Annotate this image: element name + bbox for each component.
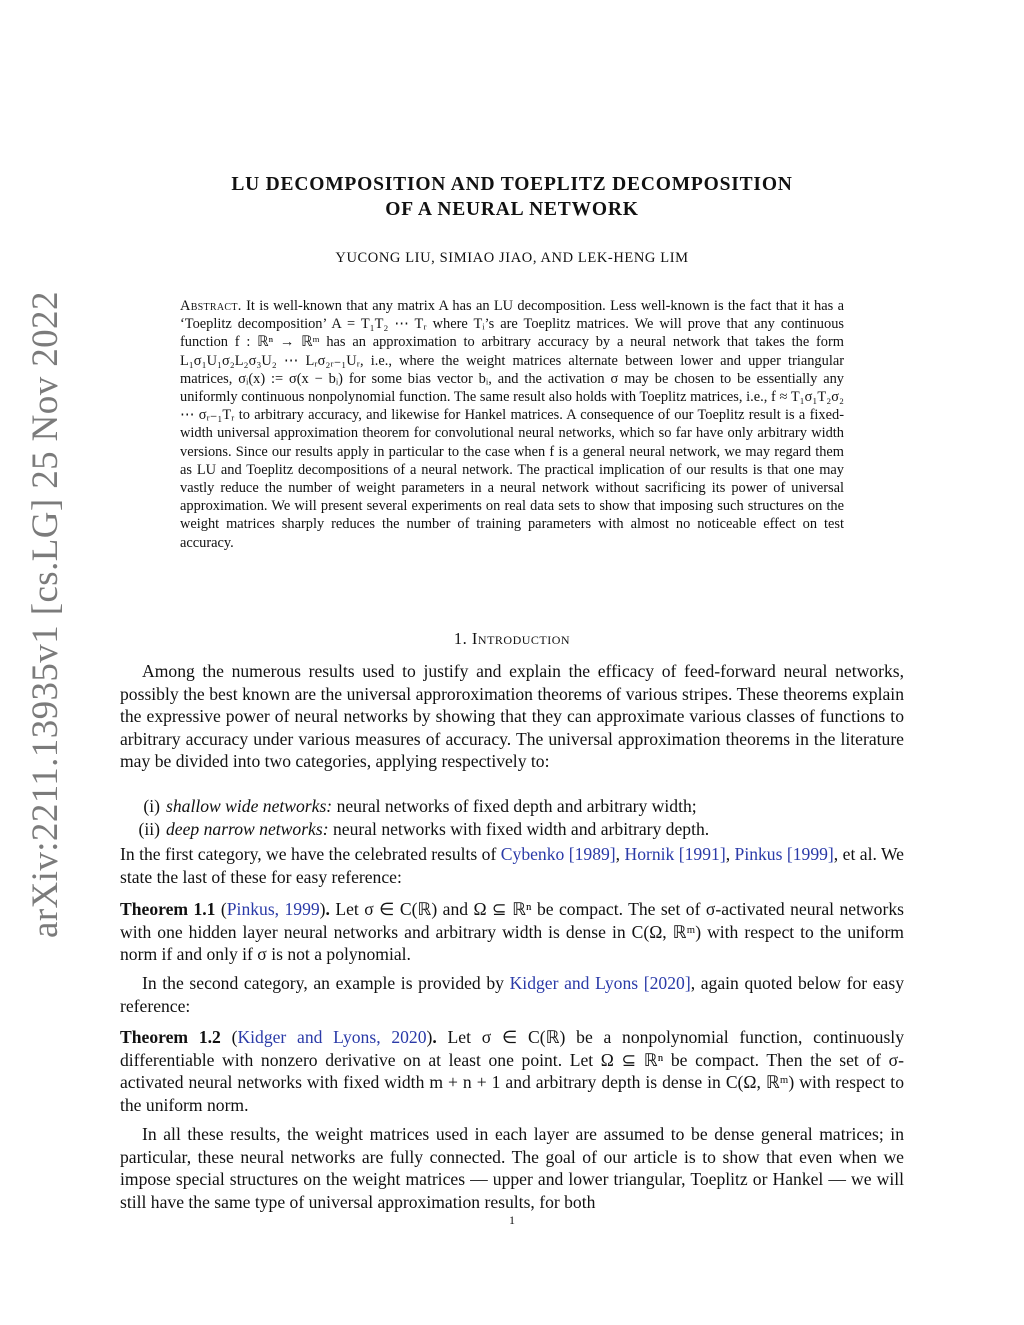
citation-link[interactable]: Pinkus xyxy=(734,844,783,864)
title-line-1: LU DECOMPOSITION AND TOEPLITZ DECOMPOSITION xyxy=(231,174,793,195)
citation-year-link[interactable]: [1989] xyxy=(568,844,616,864)
list-item xyxy=(120,818,904,841)
theorem-1-1: Theorem 1.1 (Pinkus, 1999). Let σ ∈ C(ℝ) and Ω ⊆ ℝⁿ be compact. The set of σ-activated neural networks with one hidden layer neural networks and arbitrary width is dense in C(Ω, ℝᵐ) with respect to the uniform norm if and only if σ is not a polynomial. xyxy=(120,899,904,964)
citation-link[interactable]: Hornik xyxy=(624,844,675,864)
intro-paragraph-2: In the first category, we have the celebrated results of Cybenko [1989], Hornik [1991], Pinkus [1999], et al. We state the last of these for easy reference: xyxy=(120,844,904,887)
citation-year-link[interactable]: [1991] xyxy=(678,844,726,864)
arxiv-identifier[interactable]: arXiv:2211.13935v1 [cs.LG] 25 Nov 2022 xyxy=(25,291,66,938)
citation-link[interactable]: Pinkus, 1999 xyxy=(226,899,320,919)
intro-paragraph-1: Among the numerous results used to justify and explain the efficacy of feed-forward neural networks, possibly the best known are the universal approroximation theorems of various stripes. These theorems explain the expressive power of neural networks by showing that they can approximate various classes of functions to arbitrary accuracy under various measures of accuracy. The universal approximation theorems in the literature may be divided into two categories, applying respectively to: xyxy=(120,661,904,771)
list-item-term: shallow wide networks: xyxy=(166,796,333,816)
theorem-heading: Theorem 1.1 xyxy=(120,899,216,919)
citation-year-link[interactable]: [2020] xyxy=(643,973,691,993)
section-heading xyxy=(120,629,904,649)
section-title: Introduction xyxy=(471,629,571,648)
author-list: YUCONG LIU, SIMIAO JIAO, AND LEK-HENG LIM xyxy=(335,250,689,266)
theorem-1-2: Theorem 1.2 (Kidger and Lyons, 2020). Let σ ∈ C(ℝ) be a nonpolynomial function, continuously differentiable with nonzero derivative on at least one point. Let Ω ⊆ ℝⁿ be compact. Then the set of σ-activated neural networks with fixed width m + n + 1 and arbitrary depth is dense in C(Ω, ℝᵐ) with respect to the uniform norm. xyxy=(120,1027,904,1115)
theorem-text: Let σ ∈ C(ℝ) and Ω ⊆ ℝⁿ be compact. The set of σ-activated neural networks with one hidden layer neural networks and arbitrary width is dense in C(Ω, ℝᵐ) with respect to the uniform norm if and only if σ is not a polynomial. xyxy=(120,899,904,964)
theorem-text: Let σ ∈ C(ℝ) be a nonpolynomial function, continuously differentiable with nonzero derivative on at least one point. Let Ω ⊆ ℝⁿ be compact. Then the set of σ-activated neural networks with fixed width m + n + 1 and arbitrary depth is dense in C(Ω, ℝᵐ) with respect to the uniform norm. xyxy=(120,1027,904,1115)
title-line-2: OF A NEURAL NETWORK xyxy=(385,199,639,220)
abstract-text: It is well-known that any matrix A has an LU decomposition. Less well-known is the fact that it has a ‘Toeplitz decomposition’ A = T₁T₂ ⋯ Tᵣ where Tᵢ’s are Toeplitz matrices. We will prove that any continuous function f : ℝⁿ → ℝᵐ has an approximation to arbitrary accuracy by a neural network that takes the form L₁σ₁U₁σ₂L₂σ₃U₂ ⋯ Lᵣσ₂ᵣ₋₁Uᵣ, i.e., where the weight matrices alternate between lower and upper triangular matrices, σᵢ(x) := σ(x − bᵢ) for some bias vector bᵢ, and the activation σ may be chosen to be essentially any uniformly continuous nonpolynomial function. The same result also holds with Toeplitz matrices, i.e., f ≈ T₁σ₁T₂σ₂ ⋯ σᵣ₋₁Tᵣ to arbitrary accuracy, and likewise for Hankel matrices. A consequence of our Toeplitz result is a fixed-width universal approximation theorem for convolutional neural networks, which so far have only arbitrary width versions. Since our results apply in particular to the case when f is a general neural network, we may regard them as LU and Toeplitz decompositions of a neural network. The practical implication of our results is that one may vastly reduce the number of weight parameters in a neural network without sacrificing its power of universal approximation. We will present several experiments on real data sets to show that imposing such structures on the weight matrices sharply reduces the number of training parameters with almost no noticeable effect on test accuracy. xyxy=(180,298,844,551)
theorem-heading: Theorem 1.2 xyxy=(120,1027,221,1047)
list-item-text: neural networks with fixed width and arbitrary depth. xyxy=(332,819,710,839)
list-item-text: neural networks of fixed depth and arbitrary width; xyxy=(336,796,697,816)
intro-paragraph-3: In the second category, an example is provided by Kidger and Lyons [2020], again quoted below for easy reference: xyxy=(120,973,904,1016)
abstract xyxy=(180,297,844,552)
intro-paragraph-4: In all these results, the weight matrices used in each layer are assumed to be dense general matrices; in particular, these neural networks are fully connected. The goal of our article is to show that even when we impose special structures on the weight matrices — upper and lower triangular, Toeplitz or Hankel — we will still have the same type of universal approximation results, for both xyxy=(120,1124,904,1212)
citation-link[interactable]: Cybenko xyxy=(500,844,565,864)
list-item-label: (i) xyxy=(143,796,160,816)
paper-title xyxy=(120,172,904,222)
list-item-term: deep narrow networks: xyxy=(166,819,329,839)
citation-year-link[interactable]: [1999] xyxy=(786,844,834,864)
list-item xyxy=(120,795,904,818)
abstract-label: Abstract. xyxy=(180,298,242,314)
citation-link[interactable]: Kidger and Lyons xyxy=(509,973,639,993)
page-number: 1 xyxy=(509,1213,515,1227)
section-number: 1. xyxy=(453,629,468,648)
citation-link[interactable]: Kidger and Lyons, 2020 xyxy=(237,1027,427,1047)
list-item-label: (ii) xyxy=(138,819,160,839)
